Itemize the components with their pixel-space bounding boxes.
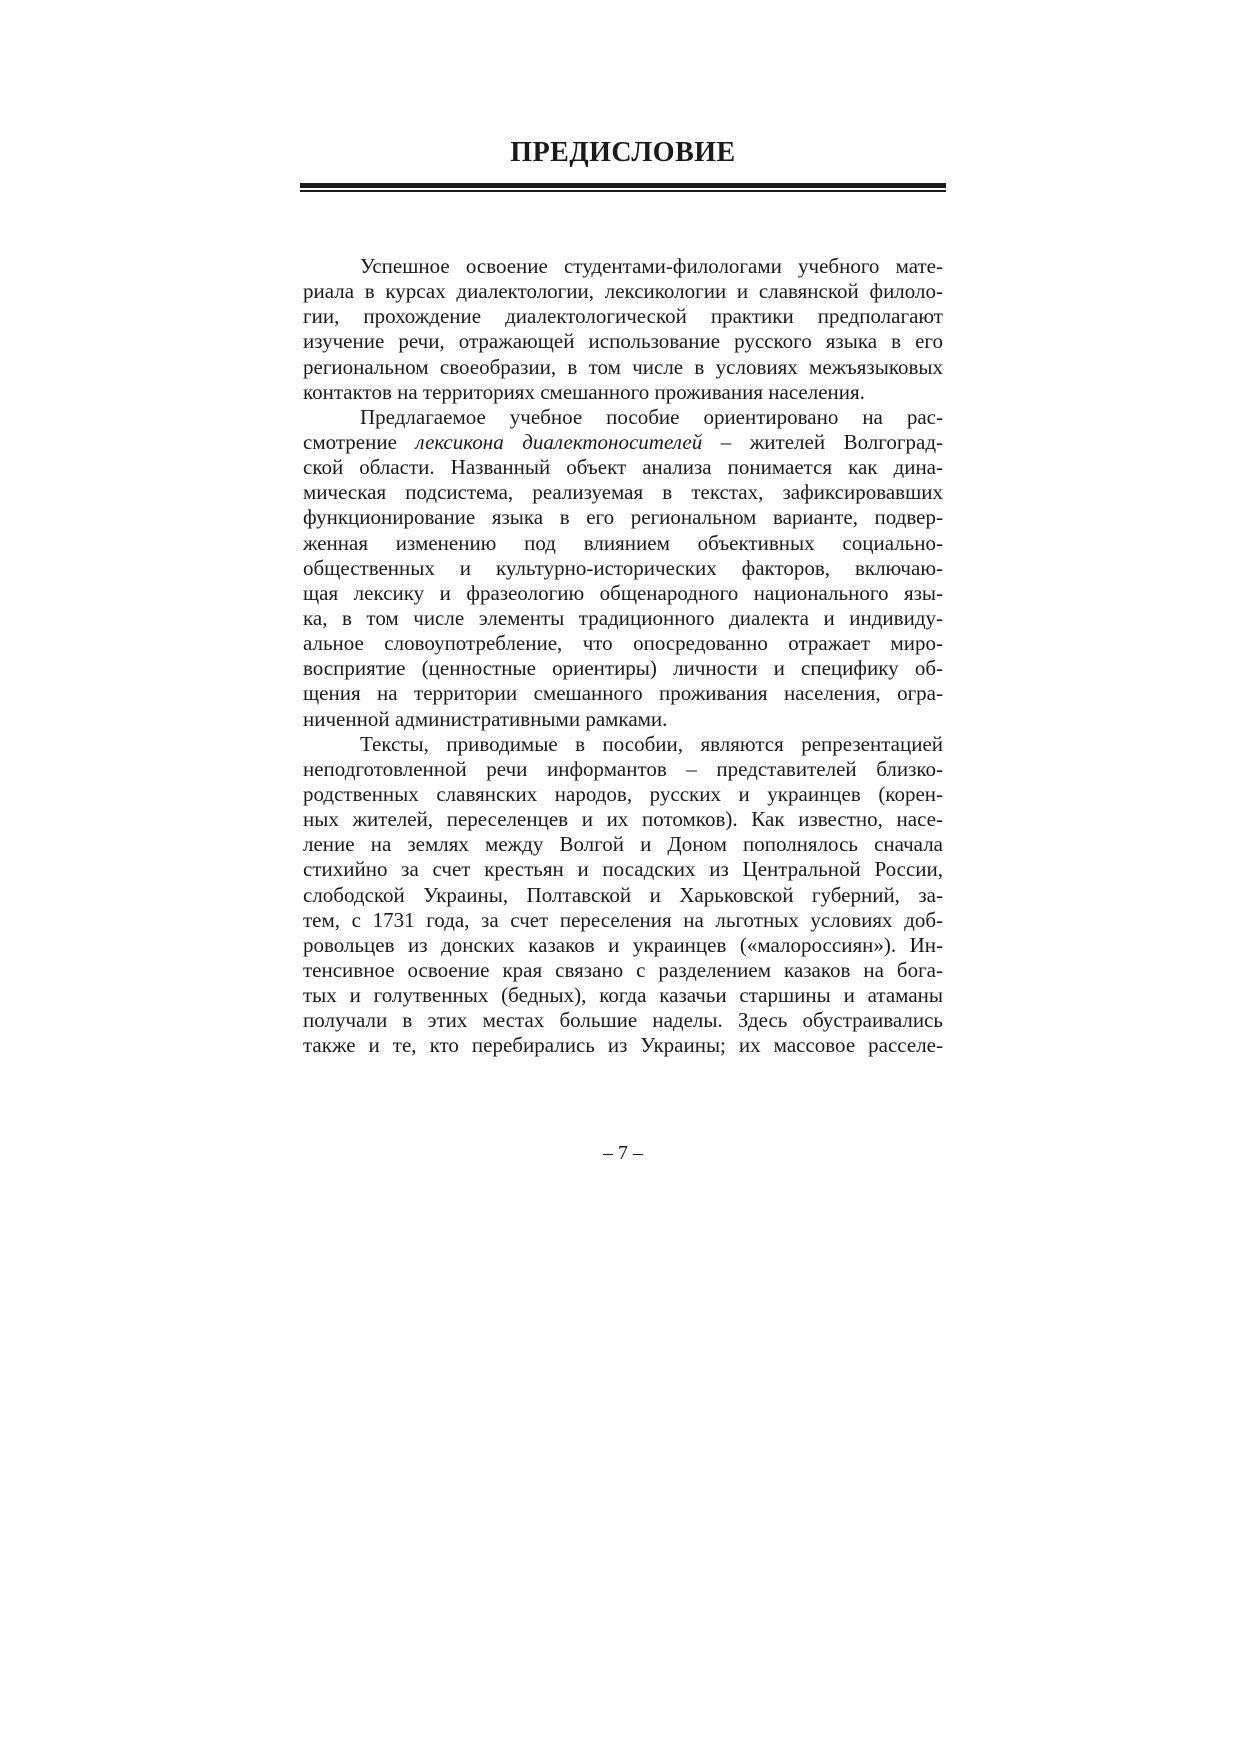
chapter-title: ПРЕДИСЛОВИЕ bbox=[510, 137, 736, 168]
page-number: – 7 – bbox=[603, 1142, 643, 1164]
paragraph-3-line: Тексты, приводимые в пособии, являются репрезентацией bbox=[360, 731, 943, 756]
title-rule-thick bbox=[300, 183, 946, 188]
paragraph-2-line: ской области. Названный объект анализа понимается как дина- bbox=[303, 455, 943, 480]
paragraph-2-text: смотрение bbox=[303, 429, 416, 454]
paragraph-2-line: ка, в том числе элементы традиционного диалекта и индивиду- bbox=[303, 605, 943, 630]
paragraph-3-line: ных жителей, переселенцев и их потомков). Как известно, насе- bbox=[303, 807, 943, 832]
paragraph-2-line: щая лексику и фразеологию общенародного национального язы- bbox=[303, 580, 943, 605]
paragraph-3-line: также и те, кто перебирались из Украины; их массовое расселе- bbox=[303, 1033, 943, 1058]
paragraph-3-line: тенсивное освоение края связано с разделением казаков на бога- bbox=[303, 957, 943, 982]
paragraph-2-text: – жителей Волгоград- bbox=[702, 429, 943, 454]
paragraph-3-line: родственных славянских народов, русских и украинцев (корен- bbox=[303, 781, 943, 806]
paragraph-2-line: ниченной административными рамками. bbox=[303, 706, 668, 731]
title-double-rule bbox=[300, 183, 946, 192]
title-rule-thin bbox=[300, 190, 946, 192]
paragraph-2-line: щения на территории смешанного проживания населения, огра- bbox=[303, 681, 943, 706]
paragraph-1-line: риала в курсах диалектологии, лексикологии и славянской филоло- bbox=[303, 279, 943, 304]
paragraph-3-line: ление на землях между Волгой и Доном пополнялось сначала bbox=[303, 832, 943, 857]
paragraph-2-line: общественных и культурно-исторических факторов, включаю- bbox=[303, 555, 943, 580]
paragraph-2-line-mixed bbox=[303, 430, 943, 455]
paragraph-3-line: тых и голутвенных (бедных), когда казачьи старшины и атаманы bbox=[303, 983, 943, 1008]
paragraph-3-line: стихийно за счет крестьян и посадских из Центральной России, bbox=[303, 857, 943, 882]
body-text bbox=[303, 254, 943, 1059]
paragraph-3-line: получали в этих местах большие наделы. Здесь обустраивались bbox=[303, 1008, 943, 1033]
paragraph-3-line: ровольцев из донских казаков и украинцев («малороссиян»). Ин- bbox=[303, 932, 943, 957]
paragraph-1-line: изучение речи, отражающей использование русского языка в его bbox=[303, 329, 943, 354]
paragraph-3-line: тем, с 1731 года, за счет переселения на льготных условиях доб- bbox=[303, 907, 943, 932]
paragraph-2-line: женная изменению под влиянием объективных социально- bbox=[303, 530, 943, 555]
paragraph-2-line: восприятие (ценностные ориентиры) личности и специфику об- bbox=[303, 656, 943, 681]
paragraph-1-line: контактов на территориях смешанного проживания населения. bbox=[303, 379, 865, 404]
paragraph-1-line: гии, прохождение диалектологической практики предполагают bbox=[303, 304, 943, 329]
paragraph-2-line: мическая подсистема, реализуемая в текстах, зафиксировавших bbox=[303, 480, 943, 505]
paragraph-3-line: неподготовленной речи информантов – представителей близко- bbox=[303, 756, 943, 781]
paragraph-2-line: Предлагаемое учебное пособие ориентировано на рас- bbox=[360, 404, 943, 429]
paragraph-1-line: Успешное освоение студентами-филологами учебного мате- bbox=[360, 254, 943, 278]
paragraph-2-italic-term: лексикона диалектоносителей bbox=[415, 429, 703, 454]
paragraph-2-line: функционирование языка в его региональном варианте, подвер- bbox=[303, 505, 943, 530]
paragraph-3-line: слободской Украины, Полтавской и Харьковской губерний, за- bbox=[303, 882, 943, 907]
paragraph-2-line: альное словоупотребление, что опосредованно отражает миро- bbox=[303, 631, 943, 656]
paragraph-1-line: региональном своеобразии, в том числе в условиях межъязыковых bbox=[303, 354, 943, 379]
